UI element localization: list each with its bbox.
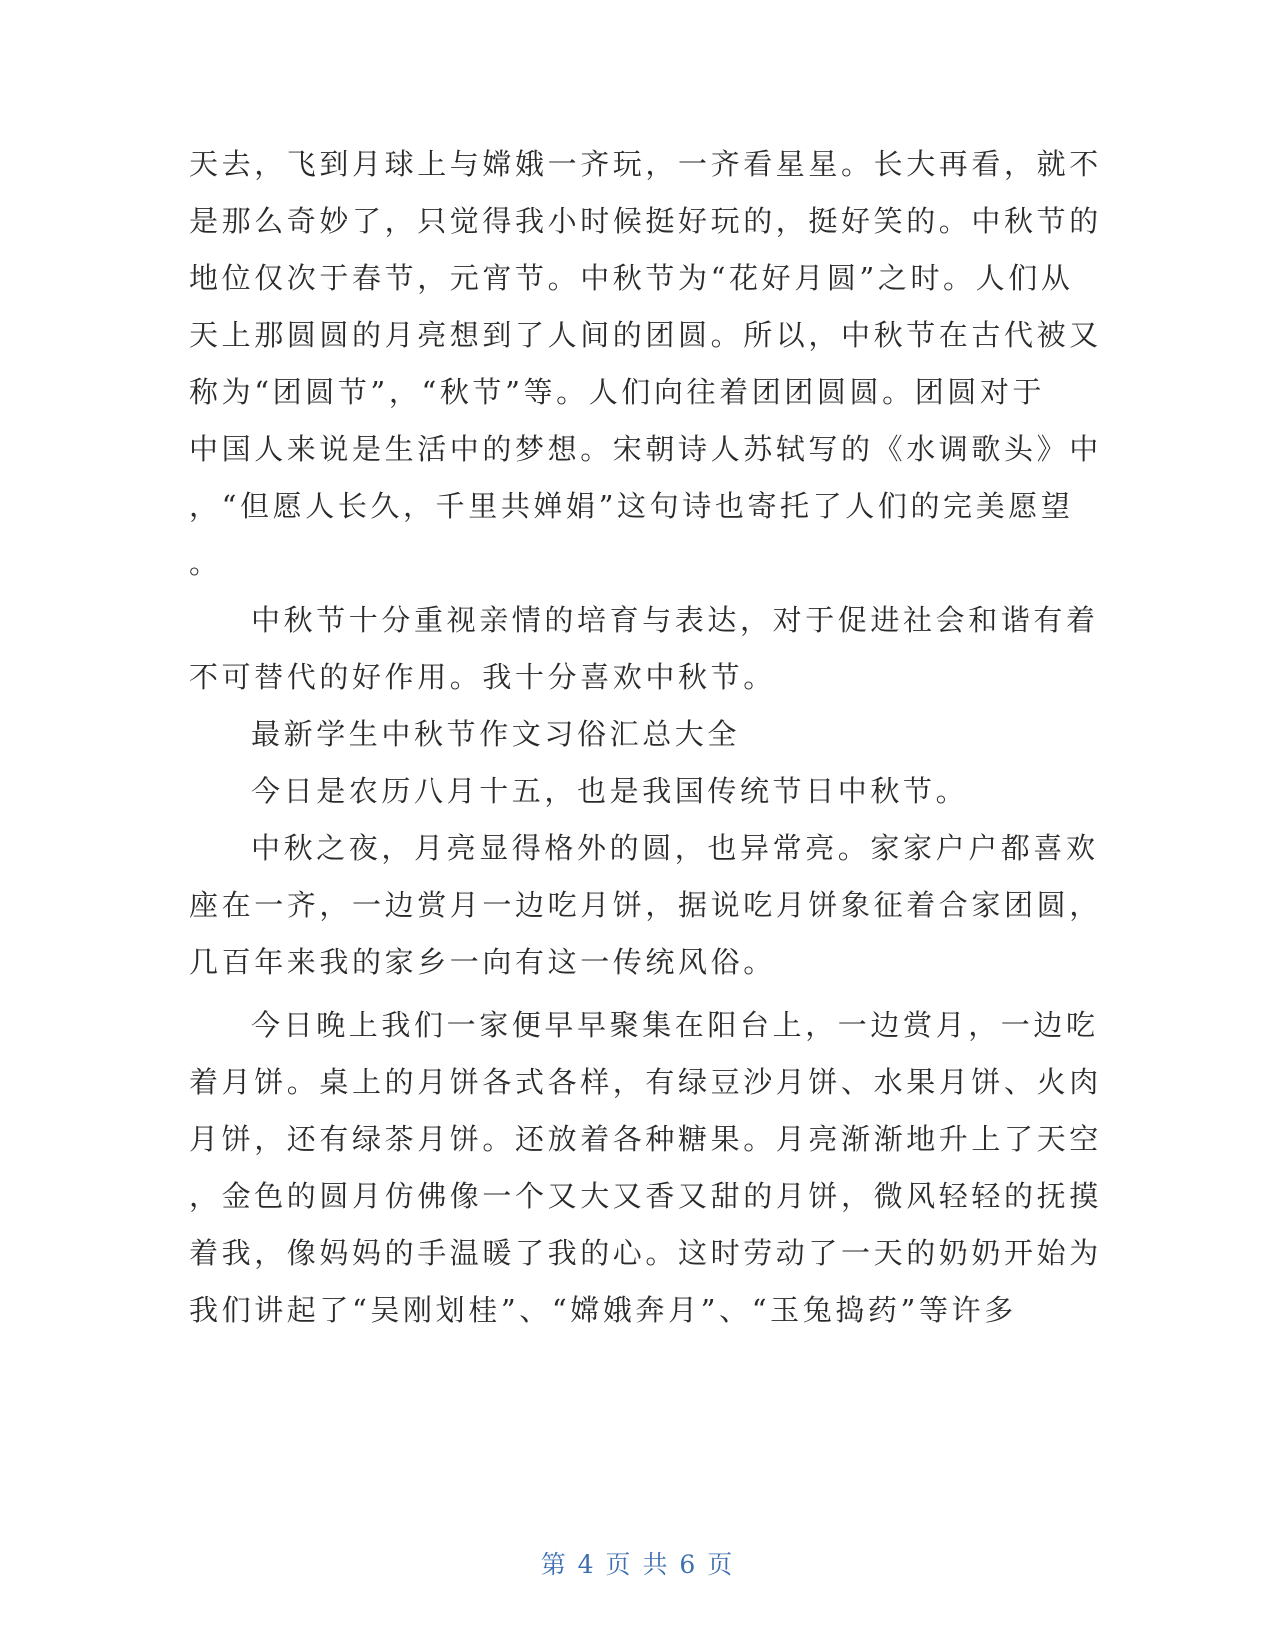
paragraph-first-line: 中秋节十分重视亲情的培育与表达，对于促进社会和谐有着 xyxy=(251,603,1099,637)
text-line: 着我，像妈妈的手温暖了我的心。这时劳动了一天的奶奶开始为 xyxy=(189,1236,1102,1270)
section-heading: 最新学生中秋节作文习俗汇总大全 xyxy=(251,717,741,751)
page-number-footer: 第 4 页 共 6 页 xyxy=(540,1550,735,1579)
text-line: ，“但愿人长久，千里共婵娟”这句诗也寄托了人们的完美愿望 xyxy=(189,489,1074,523)
text-line: ，金色的圆月仿佛像一个又大又香又甜的月饼，微风轻轻的抚摸 xyxy=(189,1179,1102,1213)
paragraph-first-line: 今日是农历八月十五，也是我国传统节日中秋节。 xyxy=(251,774,969,808)
text-line: 天去，飞到月球上与嫦娥一齐玩，一齐看星星。长大再看，就不 xyxy=(189,147,1102,181)
text-line: 是那么奇妙了，只觉得我小时候挺好玩的，挺好笑的。中秋节的 xyxy=(189,204,1102,238)
text-line: 我们讲起了“吴刚划桂”、“嫦娥奔月”、“玉兔捣药”等许多 xyxy=(189,1293,1017,1327)
text-line: 几百年来我的家乡一向有这一传统风俗。 xyxy=(189,945,776,979)
text-line: 地位仅次于春节，元宵节。中秋节为“花好月圆”之时。人们从 xyxy=(189,261,1074,295)
text-line: 称为“团圆节”，“秋节”等。人们向往着团团圆圆。团圆对于 xyxy=(189,375,1046,409)
paragraph-first-line: 中秋之夜，月亮显得格外的圆，也异常亮。家家户户都喜欢 xyxy=(251,831,1099,865)
text-line: 不可替代的好作用。我十分喜欢中秋节。 xyxy=(189,660,776,694)
text-line: 座在一齐，一边赏月一边吃月饼，据说吃月饼象征着合家团圆， xyxy=(189,888,1102,922)
text-line: 中国人来说是生活中的梦想。宋朝诗人苏轼写的《水调歌头》中 xyxy=(189,432,1102,466)
text-line: 月饼，还有绿茶月饼。还放着各种糖果。月亮渐渐地升上了天空 xyxy=(189,1122,1102,1156)
text-line: 天上那圆圆的月亮想到了人间的团圆。所以，中秋节在古代被又 xyxy=(189,318,1102,352)
text-line: 着月饼。桌上的月饼各式各样，有绿豆沙月饼、水果月饼、火肉 xyxy=(189,1065,1102,1099)
paragraph-first-line: 今日晚上我们一家便早早聚集在阳台上，一边赏月，一边吃 xyxy=(251,1008,1099,1042)
text-line: 。 xyxy=(189,546,222,580)
